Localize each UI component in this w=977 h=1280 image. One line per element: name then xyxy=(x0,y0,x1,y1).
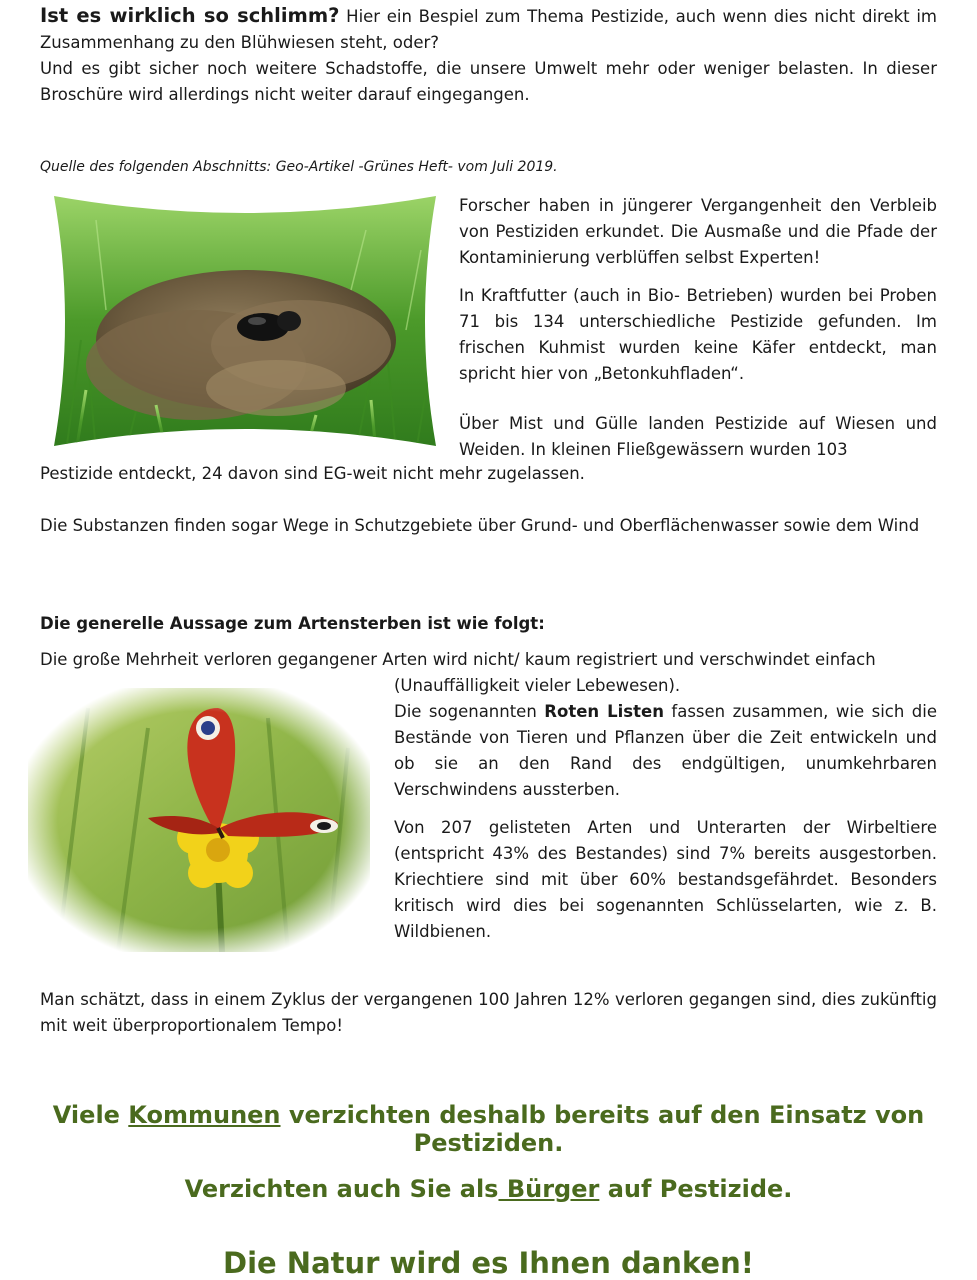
section2-right xyxy=(394,673,937,945)
intro-paragraph xyxy=(40,3,937,56)
intro-text-2: Und es gibt sicher noch weitere Schadstoffe, die unsere Umwelt mehr oder weniger belasten. In dieser Broschüre wird allerdings nicht weiter darauf eingegangen. xyxy=(40,59,937,104)
butterfly-image xyxy=(28,688,370,952)
intro-text-1: Hier ein Bespiel zum Thema Pestizide, auch wenn dies nicht direkt im Zusammenhang zu den Blühwiesen steht, oder? xyxy=(40,7,937,52)
closing-line-1 xyxy=(0,1101,977,1157)
section2-p1b: (Unauffälligkeit vieler Lebewesen). xyxy=(394,676,681,695)
source-note: Quelle des folgenden Abschnitts: Geo-Artikel -Grünes Heft- vom Juli 2019. xyxy=(40,159,558,175)
closing-line-1-post: verzichten deshalb bereits auf den Einsatz von Pestiziden. xyxy=(280,1101,925,1157)
section2-p2-pre: Die sogenannten xyxy=(394,702,545,721)
kommunen-link: Kommunen xyxy=(128,1101,281,1129)
section1-p1: Forscher haben in jüngerer Vergangenheit den Verbleib von Pestiziden erkundet. Die Ausmaße und die Pfade der Kontaminierung verblüffen selbst Experten! xyxy=(459,196,937,267)
closing-line-2 xyxy=(0,1175,977,1203)
section2-top xyxy=(40,611,937,673)
intro-title: Ist es wirklich so schlimm? xyxy=(40,4,340,27)
closing-line-1-pre: Viele xyxy=(52,1101,129,1129)
section2-p4: Man schätzt, dass in einem Zyklus der vergangenen 100 Jahren 12% verloren gegangen sind, dies zukünftig mit weit überproportionalem Tempo! xyxy=(40,990,937,1035)
dung-beetle-image xyxy=(46,190,444,452)
section2-p1a: Die große Mehrheit verloren gegangener Arten wird nicht/ kaum registriert und verschwindet einfach xyxy=(40,650,876,669)
section2-bottom xyxy=(40,987,937,1039)
intro-block xyxy=(40,3,937,108)
section2-p2 xyxy=(394,699,937,803)
section2-heading: Die generelle Aussage zum Artensterben ist wie folgt: xyxy=(40,614,545,633)
closing-line-2-post: auf Pestizide. xyxy=(599,1175,793,1203)
closing-line-2-pre: Verzichten auch Sie als xyxy=(184,1175,499,1203)
buerger-link: Bürger xyxy=(498,1175,600,1203)
section1-p2: In Kraftfutter (auch in Bio- Betrieben) wurden bei Proben 71 bis 134 unterschiedliche Pestizide gefunden. Im frischen Kuhmist wurden keine Käfer entdeckt, man spricht hier von „Betonkuhfladen“. xyxy=(459,286,937,383)
section1-p4: Die Substanzen finden sogar Wege in Schutzgebiete über Grund- und Oberflächenwasser sowie dem Wind xyxy=(40,516,920,535)
section2-p2-post: fassen zusammen, wie sich die Bestände von Tieren und Pflanzen über die Zeit entwickeln und ob sie an den Rand des endgültigen, unumkehrbaren Verschwindens aussterben. xyxy=(394,702,938,799)
red-lists-term: Roten Listen xyxy=(544,702,664,721)
closing-line-3: Die Natur wird es Ihnen danken! xyxy=(223,1246,754,1280)
section1-right xyxy=(459,193,937,463)
section1-p3b: Pestizide entdeckt, 24 davon sind EG-weit nicht mehr zugelassen. xyxy=(40,464,585,483)
section1-full xyxy=(40,461,937,539)
section1-p3a: Über Mist und Gülle landen Pestizide auf Wiesen und Weiden. In kleinen Fließgewässern wurden 103 xyxy=(459,414,937,459)
section2-p3: Von 207 gelisteten Arten und Unterarten der Wirbeltiere (entspricht 43% des Bestandes) sind 7% bereits ausgestorben. Kriechtiere sind mit über 60% bestandsgefährdet. Besonders kritisch wird dies bei sogenannten Schlüsselarten, wie z. B. Wildbienen. xyxy=(394,818,937,941)
